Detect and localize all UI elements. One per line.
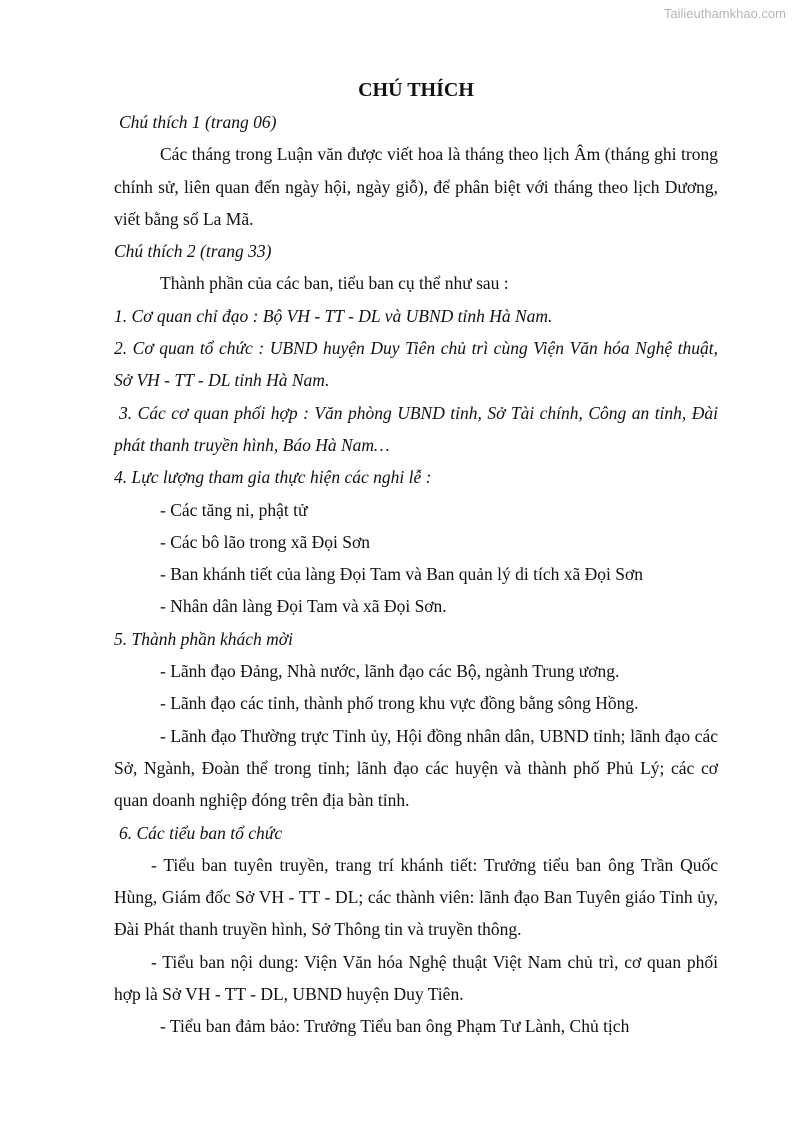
list-item: - Các tăng ni, phật tử [160,499,308,520]
list-item: - Lãnh đạo Đảng, Nhà nước, lãnh đạo các Bộ, ngành Trung ương. [160,661,620,682]
list-item: - Tiểu ban nội dung: Viện Văn hóa Nghệ thuật Việt Nam chủ trì, cơ quan phối hợp là Sở VH - TT - DL, UBND huyện Duy Tiên. [114,951,718,1005]
page-title: CHÚ THÍCH [358,79,474,101]
note1-body: Các tháng trong Luận văn được viết hoa là tháng theo lịch Âm (tháng ghi trong chính sử, liên quan đến ngày hội, ngày giỗ), để phân biệt với tháng theo lịch Dương, viết bằng số La Mã. [114,144,718,229]
note2-item3: 3. Các cơ quan phối hợp : Văn phòng UBND tỉnh, Sở Tài chính, Công an tỉnh, Đài phát thanh truyền hình, Báo Hà Nam… [114,402,718,455]
list-item: - Lãnh đạo các tỉnh, thành phố trong khu vực đồng bằng sông Hồng. [160,693,639,714]
watermark: Tailieuthamkhao.com [663,6,786,21]
note2-item1: 1. Cơ quan chỉ đạo : Bộ VH - TT - DL và UBND tỉnh Hà Nam. [114,305,553,326]
note2-item2: 2. Cơ quan tổ chức : UBND huyện Duy Tiên chủ trì cùng Viện Văn hóa Nghệ thuật, Sở VH - TT - DL tỉnh Hà Nam. [114,338,718,391]
list-item: - Các bô lão trong xã Đọi Sơn [160,531,370,552]
list-item: - Lãnh đạo Thường trực Tỉnh ủy, Hội đồng nhân dân, UBND tỉnh; lãnh đạo các Sở, Ngành, Đoàn thể trong tỉnh; lãnh đạo các huyện và thành phố Phủ Lý; các cơ quan doanh nghiệp đóng trên địa bàn tỉnh. [114,725,718,811]
note2-item6: 6. Các tiểu ban tổ chức [119,822,283,843]
list-item: - Nhân dân làng Đọi Tam và xã Đọi Sơn. [160,596,447,617]
document-page [114,74,718,1043]
note2-item4: 4. Lực lượng tham gia thực hiện các nghi lễ : [114,467,432,488]
note2-intro: Thành phần của các ban, tiểu ban cụ thể như sau : [160,273,509,294]
list-item: - Tiểu ban tuyên truyền, trang trí khánh tiết: Trưởng tiểu ban ông Trần Quốc Hùng, Giám đốc Sở VH - TT - DL; các thành viên: lãnh đạo Ban Tuyên giáo Tỉnh ủy, Đài Phát thanh truyền hình, Sở Thông tin và truyền thông. [114,854,718,940]
list-item: - Ban khánh tiết của làng Đọi Tam và Ban quản lý di tích xã Đọi Sơn [160,564,644,585]
note2-heading: Chú thích 2 (trang 33) [114,241,272,262]
note1-heading: Chú thích 1 (trang 06) [119,112,277,132]
note2-item5: 5. Thành phần khách mời [114,628,293,649]
list-item: - Tiểu ban đảm bảo: Trưởng Tiểu ban ông Phạm Tư Lành, Chủ tịch [160,1016,630,1037]
